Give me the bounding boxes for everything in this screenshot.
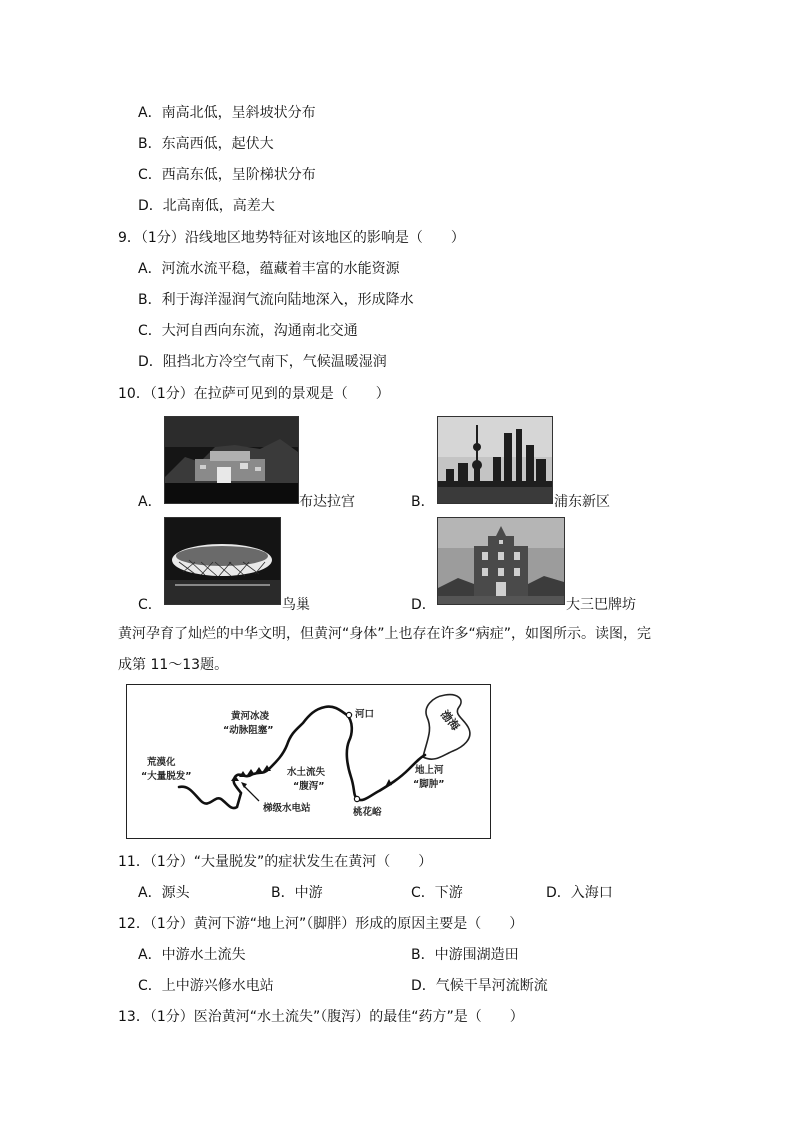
q11-stem: 11．（1分）“大量脱发”的症状发生在黄河（ ） (118, 854, 433, 870)
ruins-st-pauls-photo (437, 517, 565, 605)
q12-option-b: B．中游围湖造田 (411, 947, 519, 963)
q11-option-b: B．中游 (271, 885, 323, 901)
q11-option-a: A．源头 (138, 885, 190, 901)
q10-option-d-letter: D． (411, 597, 436, 613)
intro-line-1: 黄河孕育了灿烂的中华文明，但黄河“身体”上也存在许多“病症”，如图所示。读图，完 (118, 626, 652, 642)
q10-option-b-letter: B． (411, 494, 435, 510)
q12-option-c: C．上中游兴修水电站 (138, 978, 274, 994)
q12-stem: 12．（1分）黄河下游“地上河”（脚胖）形成的原因主要是（ ） (118, 916, 524, 932)
label-desertification: 荒漠化 (147, 757, 176, 768)
q12-option-d: D．气候干旱河流断流 (411, 978, 548, 994)
label-ice-jam: 黄河冰凌 (231, 711, 270, 722)
birds-nest-photo (164, 517, 281, 605)
q10-option-c-caption: 鸟巢 (282, 597, 310, 613)
q8-option-c: C．西高东低，呈阶梯状分布 (138, 167, 316, 183)
label-cascade-dams: 梯级水电站 (263, 803, 311, 814)
intro-line-2: 成第 11～13题。 (118, 657, 229, 673)
q8-option-a: A．南高北低，呈斜坡状分布 (138, 105, 316, 121)
label-artery-block: “动脉阻塞” (223, 725, 274, 736)
q12-option-a: A．中游水土流失 (138, 947, 246, 963)
q9-stem: 9．（1分）沿线地区地势特征对该地区的影响是（ ） (118, 230, 465, 246)
q8-option-b: B．东高西低，起伏大 (138, 136, 274, 152)
q9-option-b: B．利于海洋湿润气流向陆地深入，形成降水 (138, 292, 414, 308)
q10-option-c-letter: C． (138, 597, 162, 613)
q9-option-d: D．阻挡北方冷空气南下，气候温暖湿润 (138, 354, 387, 370)
q10-option-a-letter: A． (138, 494, 162, 510)
q11-option-d: D．入海口 (546, 885, 613, 901)
label-soil-erosion: 水土流失 (287, 767, 326, 778)
label-diarrhea: “腹泻” (293, 781, 325, 792)
potala-palace-photo (164, 416, 299, 504)
q9-option-c: C．大河自西向东流，沟通南北交通 (138, 323, 358, 339)
q9-option-a: A．河流水流平稳，蕴藏着丰富的水能资源 (138, 261, 400, 277)
pudong-skyline-photo (437, 416, 553, 504)
label-swollen-foot: “脚肿” (413, 779, 445, 790)
q11-option-c: C．下游 (411, 885, 463, 901)
label-taohuayu: 桃花峪 (353, 807, 382, 818)
q8-option-d: D．北高南低，高差大 (138, 198, 275, 214)
yellow-river-path (127, 685, 490, 838)
q10-option-a-caption: 布达拉宫 (299, 494, 355, 510)
label-above-ground-river: 地上河 (415, 765, 444, 776)
q10-option-d-caption: 大三巴牌坊 (566, 597, 636, 613)
label-hair-loss: “大量脱发” (141, 771, 192, 782)
q10-option-b-caption: 浦东新区 (554, 494, 610, 510)
yellow-river-diagram (126, 684, 491, 839)
label-bohai: 渤海 (437, 707, 463, 734)
q10-stem: 10．（1分）在拉萨可见到的景观是（ ） (118, 386, 390, 402)
label-hekou: 河口 (355, 709, 375, 720)
q13-stem: 13．（1分）医治黄河“水土流失”（腹泻）的最佳“药方”是（ ） (118, 1009, 524, 1025)
